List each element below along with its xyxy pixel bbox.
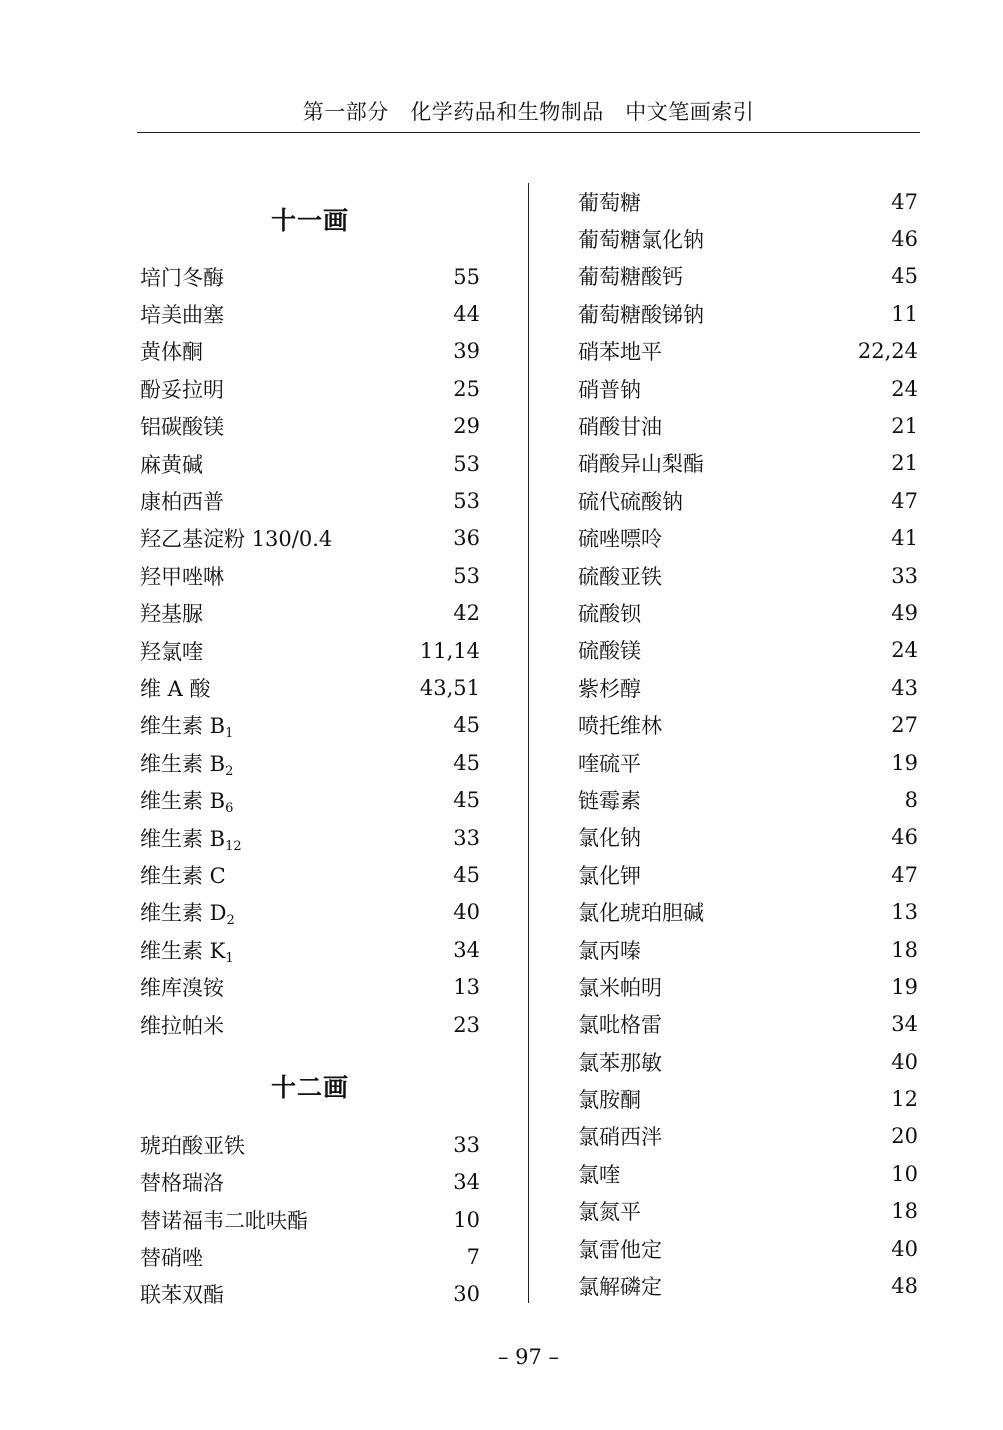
index-entry: [578, 1193, 918, 1230]
entry-page: 43,51: [419, 675, 480, 700]
index-entry: [140, 819, 480, 856]
entry-name-subscript: 2: [226, 913, 235, 929]
index-entry: [578, 1118, 918, 1155]
entry-name-text: 康柏西普: [140, 490, 224, 515]
entry-name: [578, 411, 662, 441]
index-entry: [140, 520, 480, 557]
entry-name-text: 氯丙嗪: [578, 938, 641, 963]
index-entry: [578, 370, 918, 407]
entry-page: 7: [466, 1245, 480, 1270]
entry-name: [140, 523, 332, 553]
entry-name-text: 维生素 B: [140, 789, 226, 814]
index-entry: [140, 931, 480, 968]
entry-name: [578, 1159, 620, 1189]
index-entry: [578, 594, 918, 631]
entry-page: 22,24: [857, 339, 918, 364]
entry-name: [140, 860, 226, 890]
entry-page: 13: [453, 975, 480, 1000]
entry-name: [578, 1009, 662, 1039]
index-entry: [140, 894, 480, 931]
entry-name-text: 硫唑嘌呤: [578, 527, 662, 552]
index-entry: [140, 295, 480, 332]
entry-name: [578, 822, 641, 852]
entry-name: [140, 748, 233, 778]
index-entry: [578, 445, 918, 482]
running-head: 第一部分 化学药品和生物制品 中文笔画索引: [302, 100, 755, 124]
entry-name: [578, 299, 704, 329]
entry-page: 45: [453, 862, 480, 887]
entry-name-subscript: 12: [225, 838, 242, 854]
entry-name: [140, 411, 224, 441]
entry-name-text: 硝酸异山梨酯: [578, 452, 704, 477]
entry-name: [578, 635, 641, 665]
entry-name: [578, 224, 704, 254]
entry-page: 18: [891, 937, 918, 962]
entry-page: 49: [891, 600, 918, 625]
entry-name: [578, 1047, 662, 1077]
index-entry: [140, 1126, 480, 1163]
section-entries-12-strokes: [140, 1126, 480, 1313]
index-entry: [578, 333, 918, 370]
index-entry: [140, 557, 480, 594]
entry-name: [578, 935, 641, 965]
index-entry: [140, 258, 480, 295]
entry-page: 24: [891, 638, 918, 663]
entry-name-text: 维拉帕米: [140, 1013, 224, 1038]
entry-name: [140, 823, 242, 853]
section-title-12-strokes: 十二画: [270, 1073, 349, 1103]
left-column: [140, 183, 480, 1313]
index-entry: [140, 1201, 480, 1238]
entry-page: 46: [891, 825, 918, 850]
right-column: [578, 183, 918, 1305]
entry-name-text: 维生素 D: [140, 901, 227, 926]
entry-name: [140, 449, 203, 479]
entry-page: 41: [891, 526, 918, 551]
index-entry: [140, 1006, 480, 1043]
index-entry: [140, 781, 480, 818]
entry-name: [140, 1010, 224, 1040]
entry-page: 44: [453, 302, 480, 327]
entry-name-text: 紫杉醇: [578, 676, 641, 701]
entry-page: 55: [453, 264, 480, 289]
entry-name-text: 维生素 B: [140, 826, 226, 851]
section-entries-11-strokes: [140, 258, 480, 1043]
entry-name-subscript: 1: [225, 950, 234, 966]
entry-page: 12: [891, 1087, 918, 1112]
entry-page: 19: [891, 750, 918, 775]
index-entry: [578, 856, 918, 893]
entry-page: 10: [453, 1207, 480, 1232]
entry-name-text: 琥珀酸亚铁: [140, 1133, 245, 1158]
entry-name-text: 链霉素: [578, 788, 641, 813]
entry-name: [140, 486, 224, 516]
entry-name-text: 联苯双酯: [140, 1283, 224, 1308]
entry-name-text: 维生素 K: [140, 938, 226, 963]
index-entry: [140, 968, 480, 1005]
entry-name-text: 维生素 B: [140, 751, 226, 776]
entry-page: 21: [891, 414, 918, 439]
entry-page: 18: [891, 1199, 918, 1224]
entry-name: [578, 598, 641, 628]
entry-page: 43: [891, 675, 918, 700]
entry-page: 40: [891, 1236, 918, 1261]
entry-name: [578, 448, 704, 478]
header-rule: [137, 132, 920, 133]
index-entry: [140, 1164, 480, 1201]
entry-name-text: 酚妥拉明: [140, 377, 224, 402]
entry-page: 47: [891, 862, 918, 887]
entry-name-text: 替硝唑: [140, 1246, 203, 1271]
entry-name: [140, 374, 224, 404]
index-entry: [140, 856, 480, 893]
entry-name-text: 葡萄糖: [578, 190, 641, 215]
entry-name: [140, 710, 233, 740]
entry-page: 8: [904, 787, 918, 812]
index-entry: [578, 819, 918, 856]
entry-page: 33: [891, 563, 918, 588]
entry-name-text: 氯解磷定: [578, 1275, 662, 1300]
index-entry: [140, 632, 480, 669]
entry-name: [140, 785, 233, 815]
index-entry: [578, 1267, 918, 1304]
entry-name-text: 氯喹: [578, 1162, 620, 1187]
index-entry: [578, 258, 918, 295]
entry-name: [578, 486, 683, 516]
entry-page: 39: [453, 339, 480, 364]
entry-page: 53: [453, 489, 480, 514]
index-entry: [578, 744, 918, 781]
index-entry: [140, 445, 480, 482]
entry-name: [578, 523, 662, 553]
entry-name-subscript: 6: [225, 801, 234, 817]
entry-name-text: 葡萄糖氯化钠: [578, 228, 704, 253]
entry-page: 27: [891, 713, 918, 738]
entry-page: 34: [453, 1170, 480, 1195]
entry-page: 23: [453, 1012, 480, 1037]
entry-name-text: 硝酸甘油: [578, 415, 662, 440]
entry-page: 10: [891, 1161, 918, 1186]
index-entry: [140, 482, 480, 519]
entry-name-text: 硫酸钡: [578, 601, 641, 626]
entry-name-text: 葡萄糖酸锑钠: [578, 302, 704, 327]
entry-name: [578, 1234, 662, 1264]
entry-page: 20: [891, 1124, 918, 1149]
index-entry: [578, 706, 918, 743]
entry-name: [140, 1130, 245, 1160]
entry-name-text: 硫酸镁: [578, 639, 641, 664]
entry-page: 42: [453, 601, 480, 626]
entry-name-text: 硝苯地平: [578, 340, 662, 365]
index-entry: [578, 1043, 918, 1080]
entry-page: 46: [891, 227, 918, 252]
entry-name: [578, 336, 662, 366]
index-entry: [578, 968, 918, 1005]
entry-name-text: 羟基脲: [140, 602, 203, 627]
entry-name-text: 替诺福韦二吡呋酯: [140, 1208, 308, 1233]
entry-name: [578, 561, 662, 591]
index-entry: [140, 744, 480, 781]
index-entry: [578, 1155, 918, 1192]
entry-page: 53: [453, 563, 480, 588]
index-entry: [578, 781, 918, 818]
entry-page: 47: [891, 189, 918, 214]
entry-page: 11,14: [419, 638, 480, 663]
index-entry: [140, 595, 480, 632]
entry-page: 34: [891, 1012, 918, 1037]
entry-name: [140, 561, 224, 591]
entry-name: [578, 1196, 641, 1226]
entry-page: 19: [891, 974, 918, 999]
index-entry: [578, 893, 918, 930]
entry-name-text: 替格瑞洛: [140, 1171, 224, 1196]
entry-name-text: 铝碳酸镁: [140, 415, 224, 440]
entry-name: [140, 598, 203, 628]
entry-page: 24: [891, 376, 918, 401]
index-entry: [578, 482, 918, 519]
index-entry: [578, 632, 918, 669]
entry-name: [140, 673, 211, 703]
entry-name: [140, 1205, 308, 1235]
entry-name-text: 氯化钠: [578, 826, 641, 851]
entry-name-text: 培门冬酶: [140, 265, 224, 290]
index-entry: [140, 408, 480, 445]
entry-name: [140, 636, 203, 666]
column-divider: [528, 183, 529, 1303]
index-entry: [578, 520, 918, 557]
entry-name-text: 维 A 酸: [140, 676, 211, 701]
entry-name: [578, 1084, 641, 1114]
index-entry: [140, 1238, 480, 1275]
entry-name-text: 黄体酮: [140, 340, 203, 365]
index-entry: [578, 295, 918, 332]
index-entry: [140, 333, 480, 370]
entry-name-text: 喹硫平: [578, 751, 641, 776]
entry-name: [578, 710, 662, 740]
entry-name-text: 硫代硫酸钠: [578, 489, 683, 514]
entry-name-text: 氯化琥珀胆碱: [578, 901, 704, 926]
entry-name: [578, 860, 641, 890]
entry-page: 34: [453, 937, 480, 962]
index-entry: [578, 220, 918, 257]
entry-page: 11: [891, 301, 918, 326]
entry-page: 25: [453, 376, 480, 401]
index-entry: [578, 1080, 918, 1117]
entry-name: [140, 935, 234, 965]
index-entry: [578, 931, 918, 968]
index-entry: [578, 183, 918, 220]
entry-page: 53: [453, 451, 480, 476]
entry-name: [578, 673, 641, 703]
entry-name: [578, 1271, 662, 1301]
entry-name: [578, 187, 641, 217]
entry-name: [140, 1279, 224, 1309]
entry-name-text: 氯米帕明: [578, 975, 662, 1000]
entry-name: [140, 972, 224, 1002]
section-title-11-strokes: 十一画: [270, 206, 349, 235]
entry-name-text: 喷托维林: [578, 714, 662, 739]
entry-name-text: 氯硝西泮: [578, 1125, 662, 1150]
entry-name: [578, 374, 641, 404]
index-entry: [578, 1230, 918, 1267]
entry-page: 40: [891, 1049, 918, 1074]
entry-name: [140, 336, 203, 366]
entry-name-text: 葡萄糖酸钙: [578, 265, 683, 290]
entry-name-subscript: 2: [225, 763, 234, 779]
entry-name-text: 羟乙基淀粉 130/0.4: [140, 527, 333, 552]
entry-page: 45: [891, 264, 918, 289]
entry-page: 33: [453, 1132, 480, 1157]
entry-name: [140, 299, 224, 329]
entry-name: [578, 897, 704, 927]
entry-page: 45: [453, 713, 480, 738]
entry-name-text: 氯苯那敏: [578, 1050, 662, 1075]
entry-name-text: 维生素 C: [140, 863, 226, 888]
entry-page: 47: [891, 488, 918, 513]
entry-name-text: 羟氯喹: [140, 639, 203, 664]
index-entry: [140, 707, 480, 744]
entry-name-text: 氯化钾: [578, 863, 641, 888]
entry-name-text: 氯胺酮: [578, 1088, 641, 1113]
entry-name-text: 维生素 B: [140, 714, 226, 739]
entry-page: 30: [453, 1282, 480, 1307]
entry-page: 36: [453, 526, 480, 551]
entry-page: 45: [453, 788, 480, 813]
entry-name: [140, 897, 235, 927]
index-entry: [578, 557, 918, 594]
entry-name-subscript: 1: [225, 726, 234, 742]
index-entry: [140, 669, 480, 706]
page-number: – 97 –: [497, 1345, 560, 1369]
entry-name-text: 硫酸亚铁: [578, 564, 662, 589]
entry-name: [140, 1167, 224, 1197]
entry-name-text: 氯雷他定: [578, 1237, 662, 1262]
entry-name-text: 麻黄碱: [140, 452, 203, 477]
entry-name: [578, 1121, 662, 1151]
entry-name: [140, 262, 224, 292]
entry-name: [140, 1242, 203, 1272]
entry-page: 29: [453, 414, 480, 439]
entry-page: 33: [453, 825, 480, 850]
entry-page: 21: [891, 451, 918, 476]
entry-page: 13: [891, 900, 918, 925]
entry-name-text: 羟甲唑啉: [140, 564, 224, 589]
entry-name-text: 硝普钠: [578, 377, 641, 402]
index-entry: [140, 370, 480, 407]
entry-page: 48: [891, 1274, 918, 1299]
entry-name-text: 维库溴铵: [140, 976, 224, 1001]
section-entries-continued: [578, 183, 918, 1305]
entry-name-text: 氯吡格雷: [578, 1013, 662, 1038]
entry-page: 40: [453, 900, 480, 925]
index-entry: [578, 1006, 918, 1043]
entry-name: [578, 785, 641, 815]
entry-name: [578, 748, 641, 778]
index-entry: [140, 1276, 480, 1313]
entry-name: [578, 972, 662, 1002]
entry-page: 45: [453, 750, 480, 775]
entry-name: [578, 261, 683, 291]
entry-name-text: 培美曲塞: [140, 303, 224, 328]
index-entry: [578, 669, 918, 706]
entry-name-text: 氯氮平: [578, 1200, 641, 1225]
index-entry: [578, 407, 918, 444]
